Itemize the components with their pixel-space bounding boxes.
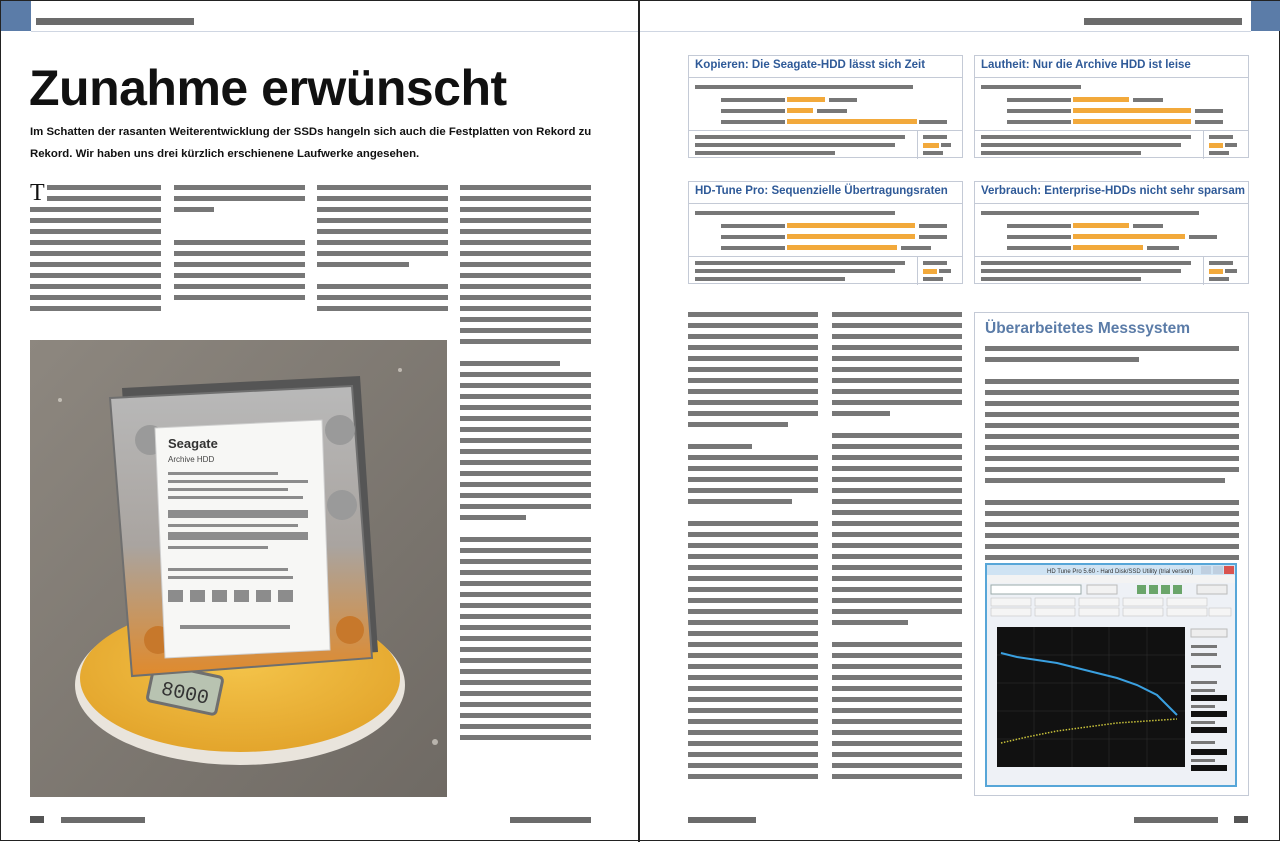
page-corner-marker (1251, 1, 1280, 31)
drop-cap: T (30, 180, 45, 206)
footer-line (61, 817, 145, 823)
hdd-on-scale-photo (30, 340, 447, 797)
chart-box-loudness (974, 55, 1249, 158)
sidebar-box (974, 312, 1249, 796)
right-page (640, 1, 1280, 842)
sidebar-title: Überarbeitetes Messsystem (985, 320, 1191, 337)
chart-title: Lautheit: Nur die Archive HDD ist leise (981, 59, 1191, 71)
chart-title: Kopieren: Die Seagate-HDD lässt sich Zeit (695, 59, 926, 71)
header-rule (640, 31, 1251, 32)
text-column-6 (832, 312, 962, 785)
text-column-4 (460, 185, 591, 746)
window-title: HD Tune Pro 5.60 - Hard Disk/SSD Utility (trial version) (1047, 569, 1194, 575)
running-head (1084, 18, 1242, 25)
hdtune-screenshot (985, 563, 1237, 787)
text-column-1-start (47, 185, 161, 207)
sidebar-text (985, 346, 1239, 577)
folio-marker (30, 816, 44, 823)
chart-title: HD-Tune Pro: Sequenzielle Übertragungsraten (695, 185, 948, 197)
running-head (36, 18, 194, 25)
chart-box-copy (688, 55, 963, 158)
footer-line (688, 817, 756, 823)
hdd-photo-illustration (30, 340, 447, 797)
header-rule (31, 31, 638, 32)
drive-brand-label: Seagate (168, 436, 218, 451)
drive-model-label: Archive HDD (168, 455, 215, 464)
chart-box-power (974, 181, 1249, 284)
text-column-1 (30, 207, 161, 317)
hdtune-window (987, 565, 1235, 785)
text-column-2 (174, 185, 305, 306)
page-corner-marker (1, 1, 31, 31)
folio-marker (1234, 816, 1248, 823)
article-lead: Im Schatten der rasanten Weiterentwicklung der SSDs hangeln sich auch die Festplatten von Rekord zu Rekord. Wir haben uns drei kürzlich erschienene Laufwerke angesehen. (30, 126, 592, 160)
article-title: Zunahme erwünscht (29, 60, 507, 116)
footer-line (1134, 817, 1218, 823)
text-column-5 (688, 312, 818, 785)
footer-line (510, 817, 591, 823)
text-column-3 (317, 185, 448, 317)
left-page (1, 1, 640, 842)
chart-title: Verbrauch: Enterprise-HDDs nicht sehr sparsam (981, 185, 1245, 197)
scale-display-text: 8000 (158, 678, 211, 711)
chart-box-hdtune (688, 181, 963, 284)
